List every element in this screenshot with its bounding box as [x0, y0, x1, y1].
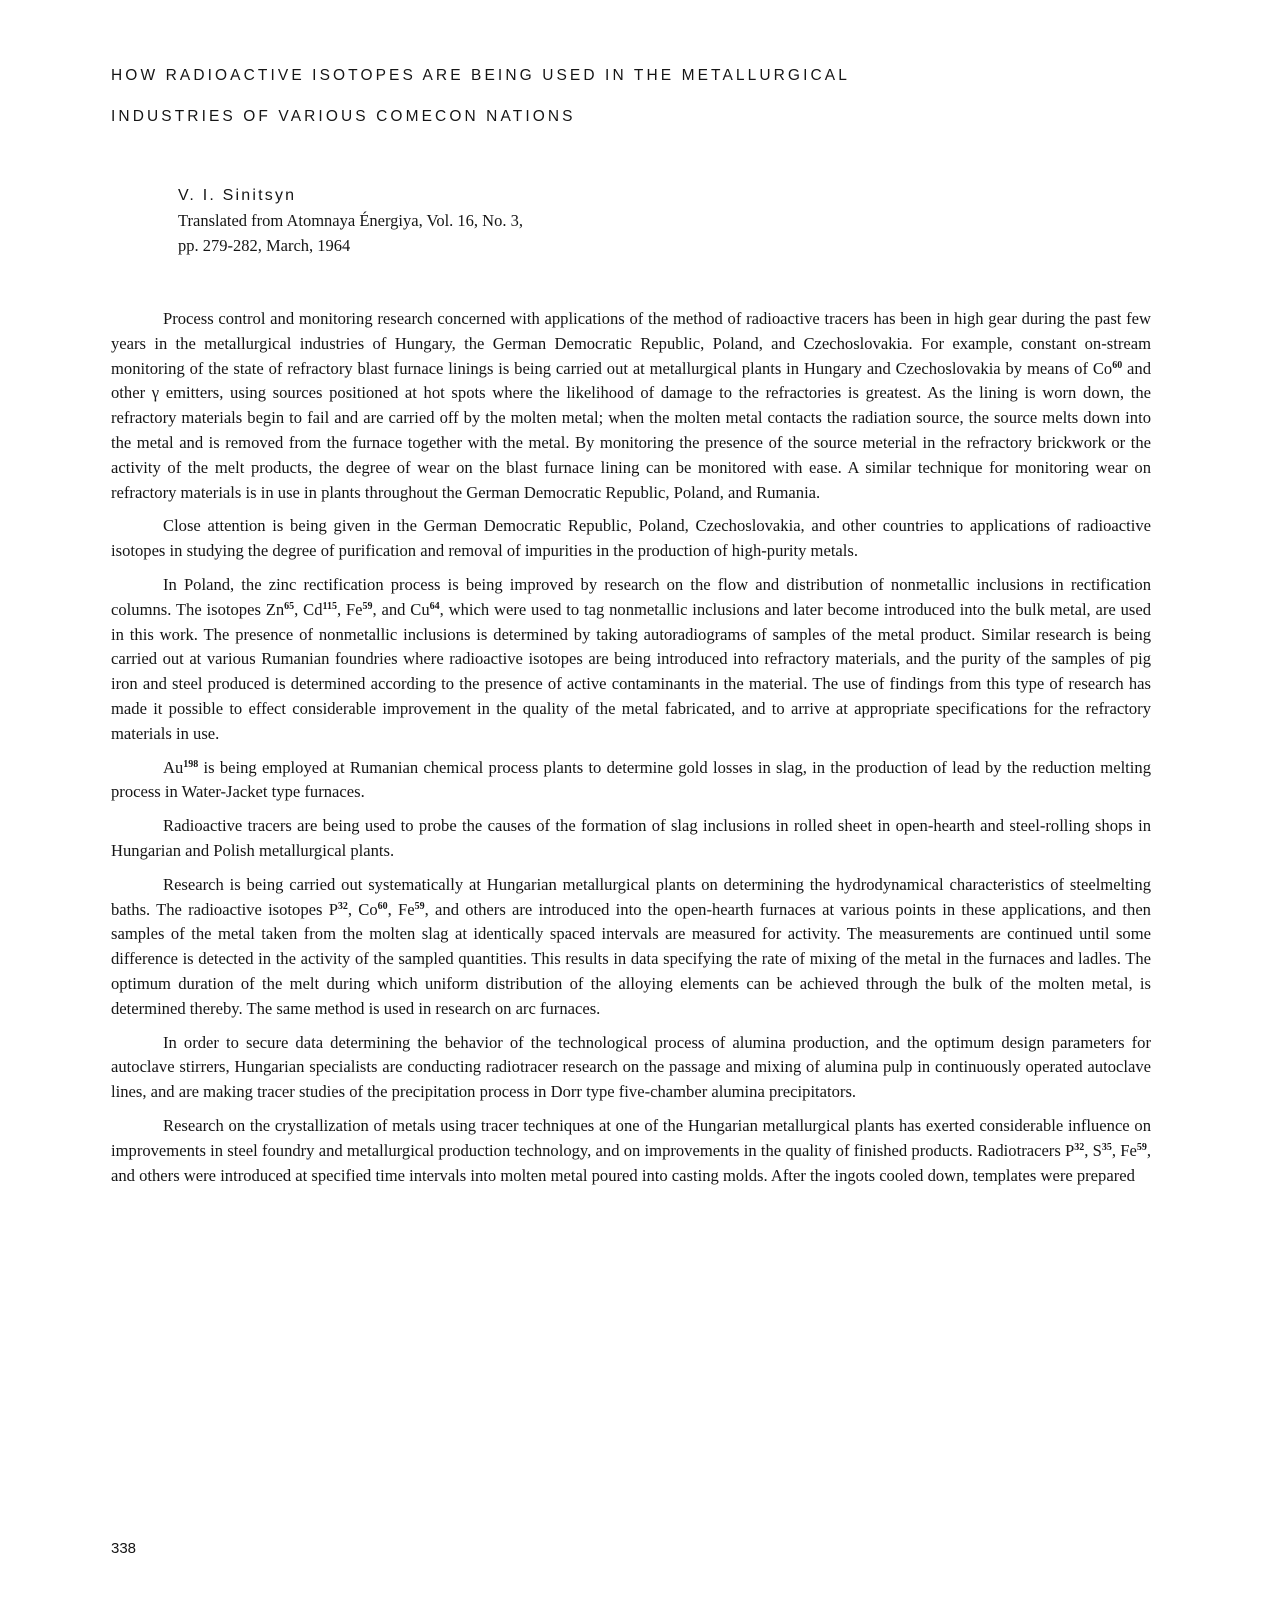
paragraph-text: , S [1084, 1140, 1102, 1160]
isotope-mass-number: 60 [377, 900, 388, 912]
paragraph-text: , Fe [387, 899, 415, 919]
paragraph-high-purity-metals: Close attention is being given in the German Democratic Republic, Poland, Czechoslovakia, and other countries to applications of radioactive isotopes in studying the degree of purification and removal of impurities in the production of high-purity metals. [111, 516, 1151, 561]
paragraph-text: , and Cu [372, 599, 430, 619]
author-name: V. I. Sinitsyn [178, 187, 297, 204]
paragraph-text: , and others are introduced into the open-hearth furnaces at various points in these applications, and then samples of the metal taken from the molten slag at identically spaced intervals are measured for activity. The measurements are continued until some difference is detected in the activity of the sampled quantities. This results in data specifying the rate of mixing of the metal in the furnaces and ladles. The optimum duration of the melt during which uniform distribution of the alloying elements can be achieved through the bulk of the molten metal, is determined thereby. The same method is used in research on arc furnaces. [111, 899, 1151, 1018]
paragraph-crystallization [111, 1114, 1151, 1188]
paragraph-zinc-rectification [111, 573, 1151, 747]
paragraph-blast-furnace-monitoring [111, 307, 1151, 505]
source-citation-line-2: pp. 279-282, March, 1964 [178, 236, 351, 255]
isotope-mass-number: 32 [337, 900, 348, 912]
paragraph-text: In Poland, the zinc rectification process is being improved by research on the flow and distribution of nonmetallic inclusions in rectification columns. The isotopes Zn [111, 574, 1151, 619]
isotope-mass-number: 59 [362, 600, 373, 612]
paragraph-text: Research on the crystallization of metals using tracer techniques at one of the Hungarian metallurgical plants has exerted considerable influence on improvements in steel foundry and metallurgical production technology, and on improvements in the quality of finished products. Radiotracers P [111, 1115, 1151, 1160]
byline [178, 183, 523, 258]
paragraph-text: is being employed at Rumanian chemical process plants to determine gold losses in slag, in the production of lead by the reduction melting process in Water-Jacket type furnaces. [111, 757, 1151, 802]
isotope-mass-number: 35 [1101, 1141, 1112, 1153]
paragraph-text: and other γ emitters, using sources positioned at hot spots where the likelihood of damage to the refractories is greatest. As the lining is worn down, the refractory materials begin to fail and are carried off by the molten metal; when the molten metal contacts the radiation source, the source melts down into the metal and is removed from the furnace together with the metal. By monitoring the presence of the source meterial in the refractory brickwork or the activity of the melt products, the degree of wear on the blast furnace lining can be monitored with ease. A similar technique for monitoring wear on refractory materials is in use in plants throughout the German Democratic Republic, Poland, and Rumania. [111, 358, 1151, 502]
paragraph-slag-inclusions: Radioactive tracers are being used to probe the causes of the formation of slag inclusions in rolled sheet in open-hearth and steel-rolling shops in Hungarian and Polish metallurgical plants. [111, 816, 1151, 860]
isotope-mass-number: 198 [183, 758, 199, 770]
page-number: 338 [111, 1540, 137, 1557]
source-citation-line-1: Translated from Atomnaya Énergiya, Vol. 16, No. 3, [178, 211, 523, 230]
isotope-mass-number: 115 [322, 600, 337, 612]
isotope-mass-number: 60 [1112, 359, 1123, 371]
paragraph-gold-losses [111, 756, 1151, 806]
paragraph-alumina-production: In order to secure data determining the behavior of the technological process of alumina production, and the optimum design parameters for autoclave stirrers, Hungarian specialists are conducting radiotracer research on the passage and mixing of alumina pulp in continuously operated autoclave lines, and are making tracer studies of the precipitation process in Dorr type five-chamber alumina precipitators. [111, 1032, 1151, 1102]
paragraph-text: , Co [347, 899, 378, 919]
paragraph-text: Process control and monitoring research concerned with applications of the method of radioactive tracers has been in high gear during the past few years in the metallurgical industries of Hungary, the German Democratic Republic, Poland, and Czechoslovakia. For example, constant on-stream monitoring of the state of refractory blast furnace linings is being carried out at metallurgical plants in Hungary and Czechoslovakia by means of Co [111, 309, 1151, 378]
isotope-mass-number: 64 [429, 600, 440, 612]
paragraph-text: , and others were introduced at specified time intervals into molten metal poured into casting molds. After the ingots cooled down, templates were prepared [111, 1140, 1152, 1185]
paragraph-text: , Cd [294, 599, 323, 619]
isotope-mass-number: 32 [1074, 1141, 1085, 1153]
paragraph-steelmelting-baths [111, 873, 1151, 1022]
paragraph-text: , Fe [1111, 1140, 1137, 1160]
isotope-mass-number: 65 [284, 600, 295, 612]
article-body [111, 307, 1151, 1197]
isotope-mass-number: 59 [414, 900, 425, 912]
paragraph-text: Au [163, 757, 184, 777]
article-title-line-2: INDUSTRIES OF VARIOUS COMECON NATIONS [111, 108, 576, 125]
paragraph-text: , Fe [336, 599, 363, 619]
paragraph-text: , which were used to tag nonmetallic inclusions and later become introduced into the bulk metal, are used in this work. The presence of nonmetallic inclusions is determined by taking autoradiograms of samples of the metal product. Similar research is being carried out at various Rumanian foundries where radioactive isotopes are being introduced into refractory materials, and the purity of the samples of pig iron and steel produced is determined according to the presence of active contaminants in the material. The use of findings from this type of research has made it possible to effect considerable improvement in the quality of the metal fabricated, and to arrive at appropriate specifications for the refractory materials in use. [111, 599, 1152, 743]
article-title-line-1: HOW RADIOACTIVE ISOTOPES ARE BEING USED IN THE METALLURGICAL [111, 67, 850, 84]
isotope-mass-number: 59 [1136, 1141, 1147, 1153]
paragraph-text: Research is being carried out systematically at Hungarian metallurgical plants on determining the hydrodynamical characteristics of steelmelting baths. The radioactive isotopes P [111, 874, 1151, 919]
